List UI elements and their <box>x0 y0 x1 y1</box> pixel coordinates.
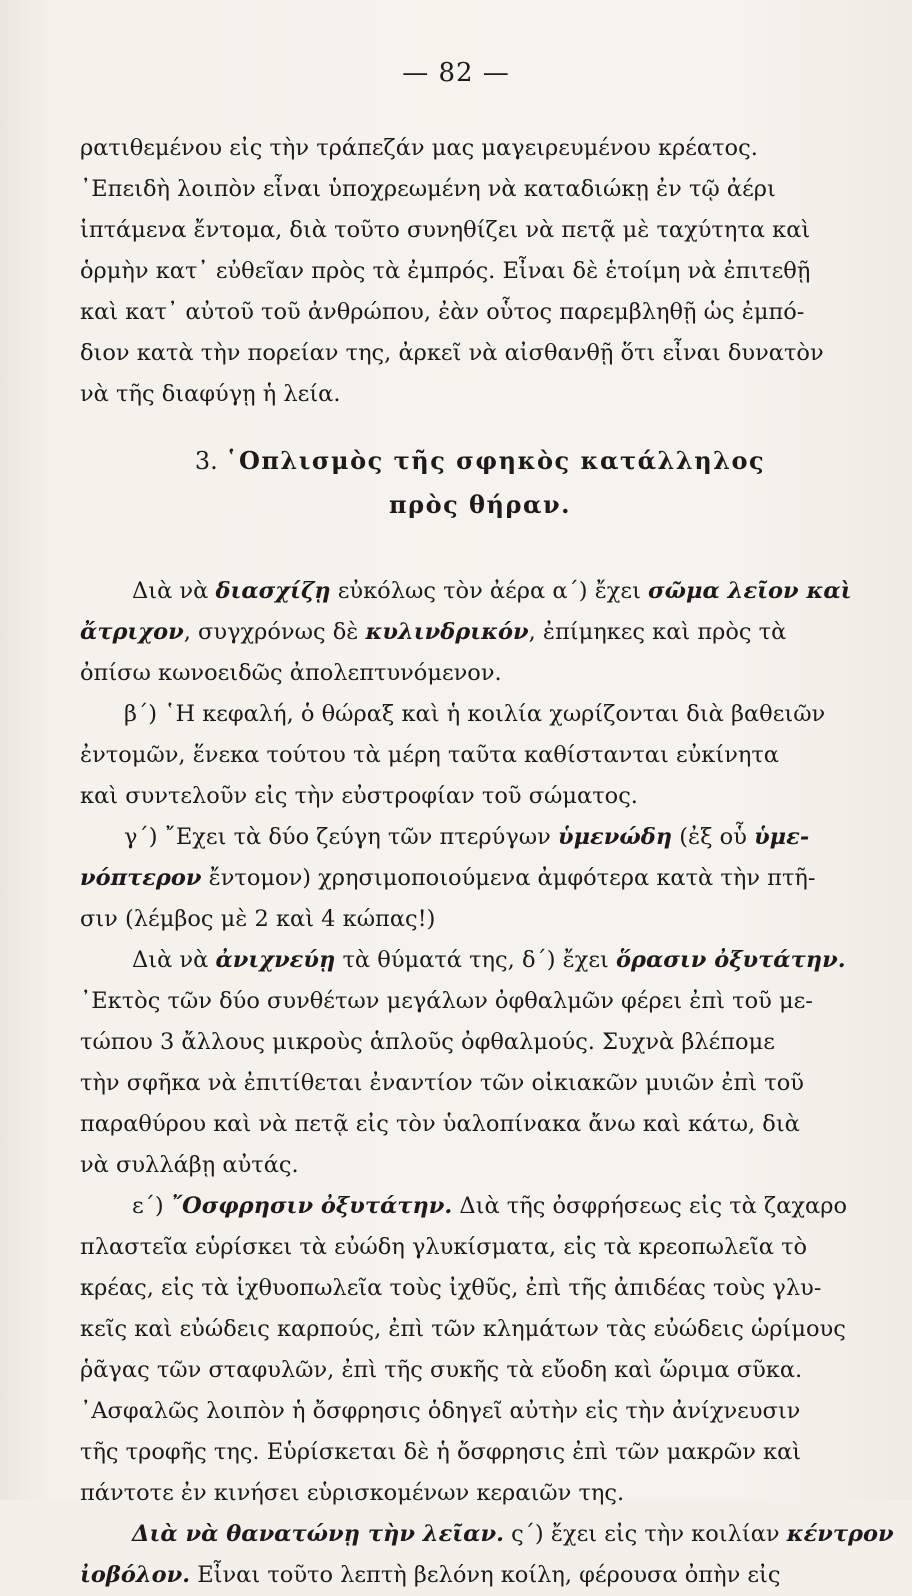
emphasis: ὑμενώδη <box>557 824 673 850</box>
text-run: (ἐξ οὗ <box>672 824 755 850</box>
emphasis: ἀνιχνεύῃ <box>215 947 336 973</box>
heading-title: ῾Οπλισμὸς τῆς σφηκὸς κατάλληλος <box>225 446 766 475</box>
emphasis: ἄτριχον <box>80 619 184 645</box>
heading-title-cont: πρὸς θήραν. <box>389 490 571 519</box>
text-line: ᾿Ασφαλῶς λοιπὸν ἡ ὄσφρησις ὁδηγεῖ αὐτὴν εἰς τὴν ἀνίχνευσιν <box>80 1398 801 1424</box>
heading-line-2 <box>80 483 880 527</box>
text-run: τὰ θύματά της, δ΄) ἔχει <box>335 947 617 973</box>
text-line: τώπου 3 ἄλλους μικροὺς ἁπλοῦς ὀφθαλμούς. Συχνὰ βλέπομε <box>80 1029 775 1055</box>
paragraph-intro <box>80 128 880 415</box>
emphasis: κέντρον <box>786 1521 894 1547</box>
text-line: τὴν σφῆκα νὰ ἐπιτίθεται ἐναντίον τῶν οἰκιακῶν μυιῶν ἐπὶ τοῦ <box>80 1070 804 1096</box>
emphasis: σῶμα λεῖον καὶ <box>648 578 852 604</box>
emphasis: ὑμε- <box>754 824 810 850</box>
text-run: ς΄) ἔχει εἰς τὴν κοιλίαν <box>503 1521 787 1547</box>
text-line <box>80 571 880 612</box>
text-line <box>80 1514 894 1555</box>
body-text <box>80 128 894 1596</box>
text-line: κρέας, εἰς τὰ ἰχθυοπωλεῖα τοὺς ἰχθῦς, ἐπὶ τῆς ἀπιδέας τοὺς γλυ- <box>80 1275 822 1301</box>
text-line <box>80 940 880 981</box>
text-line: ρατιθεμένου εἰς τὴν τράπεζάν μας μαγειρευμένου κρέατος. <box>80 135 758 161</box>
text-line: πλαστεῖα εὑρίσκει τὰ εὐώδη γλυκίσματα, εἰς τὰ κρεοπωλεῖα τὸ <box>80 1234 808 1260</box>
text-line: ἐντομῶν, ἕνεκα τούτου τὰ μέρη ταῦτα καθίστανται εὐκίνητα <box>80 742 779 768</box>
text-line: τῆς τροφῆς της. Εὑρίσκεται δὲ ἡ ὄσφρησις ἐπὶ τῶν μακρῶν καὶ <box>80 1439 802 1465</box>
emphasis: κυλινδρικόν <box>365 619 529 645</box>
text-line: ἱπτάμενα ἔντομα, διὰ τοῦτο συνηθίζει νὰ πετᾷ μὲ ταχύτητα καὶ <box>80 217 811 243</box>
text-line: ῥᾶγας τῶν σταφυλῶν, ἐπὶ τῆς συκῆς τὰ εὔοδη καὶ ὥριμα σῦκα. <box>80 1357 803 1383</box>
text-run: εὐκόλως τὸν ἀέρα α΄) ἔχει <box>330 578 649 604</box>
text-run: ἔντομον) χρησιμοποιούμενα ἀμφότερα κατὰ τὴν πτῆ- <box>201 865 816 891</box>
text-line: νὰ συλλάβῃ αὐτάς. <box>80 1152 299 1178</box>
emphasis: ῎Οσφρησιν ὀξυτάτην. <box>170 1193 453 1219</box>
text-run: , συγχρόνως δὲ <box>183 619 366 645</box>
spacer <box>80 527 880 571</box>
text-run: Διὰ νὰ <box>132 578 216 604</box>
section-heading <box>80 439 880 527</box>
text-line: καὶ συντελοῦν εἰς τὴν εὐστροφίαν τοῦ σώματος. <box>80 783 638 809</box>
text-line: παραθύρου καὶ νὰ πετᾷ εἰς τὸν ὑαλοπίνακα ἄνω καὶ κάτω, διὰ <box>80 1111 800 1137</box>
emphasis: ὅρασιν ὀξυτάτην. <box>616 947 846 973</box>
text-line: β΄) ῾Η κεφαλή, ὁ θώραξ καὶ ἡ κοιλία χωρίζονται διὰ βαθειῶν <box>124 701 826 727</box>
text-run: ε΄) <box>132 1193 171 1219</box>
text-line: ὁρμὴν κατ᾿ εὐθεῖαν πρὸς τὰ ἐμπρός. Εἶναι δὲ ἑτοίμη νὰ ἐπιτεθῇ <box>80 258 811 284</box>
text-line: πάντοτε ἐν κινήσει εὑρισκομένων κεραιῶν της. <box>80 1480 625 1506</box>
text-line: ὀπίσω κωνοειδῶς ἀπολεπτυνόμενον. <box>80 660 502 686</box>
text-run: Εἶναι τοῦτο λεπτὴ βελόνη κοίλη, φέρουσα ὀπὴν εἰς <box>190 1562 781 1588</box>
text-line <box>80 858 880 899</box>
emphasis: Διὰ νὰ θανατώνῃ τὴν λεῖαν. <box>132 1521 504 1547</box>
emphasis: νόπτερον <box>80 865 202 891</box>
section-number: 3. <box>194 447 218 475</box>
text-line: καὶ κατ᾿ αὐτοῦ τοῦ ἀνθρώπου, ἐὰν οὗτος παρεμβληθῇ ὡς ἐμπό- <box>80 299 805 325</box>
text-run: Διὰ τῆς ὀσφρήσεως εἰς τὰ ζαχαρο <box>452 1193 847 1219</box>
text-line: ᾿Επειδὴ λοιπὸν εἶναι ὑποχρεωμένη νὰ καταδιώκῃ ἐν τῷ ἀέρι <box>80 176 776 202</box>
text-line <box>80 612 880 653</box>
text-run: , ἐπίμηκες καὶ πρὸς τὰ <box>528 619 787 645</box>
text-line: ᾿Εκτὸς τῶν δύο συνθέτων μεγάλων ὀφθαλμῶν φέρει ἐπὶ τοῦ με- <box>80 988 813 1014</box>
text-line: νὰ τῆς διαφύγῃ ἡ λεία. <box>80 381 341 407</box>
text-run: γ΄) ῎Εχει τὰ δύο ζεύγη τῶν πτερύγων <box>124 824 558 850</box>
text-run: Διὰ νὰ <box>132 947 216 973</box>
text-line <box>80 1555 880 1596</box>
emphasis: ἰοβόλον. <box>80 1562 191 1588</box>
text-line <box>80 1186 880 1227</box>
text-line <box>80 817 880 858</box>
heading-line-1 <box>80 439 880 483</box>
text-line: κεῖς καὶ εὐώδεις καρπούς, ἐπὶ τῶν κλημάτων τὰς εὐώδεις ὡρίμους <box>80 1316 846 1342</box>
paragraph-features <box>80 571 894 1596</box>
text-line: διον κατὰ τὴν πορείαν της, ἀρκεῖ νὰ αἰσθανθῇ ὅτι εἶναι δυνατὸν <box>80 340 824 366</box>
page-number: — 82 — <box>402 58 510 88</box>
emphasis: διασχίζῃ <box>215 578 331 604</box>
text-line: σιν (λέμβος μὲ 2 καὶ 4 κώπας!) <box>80 906 436 932</box>
